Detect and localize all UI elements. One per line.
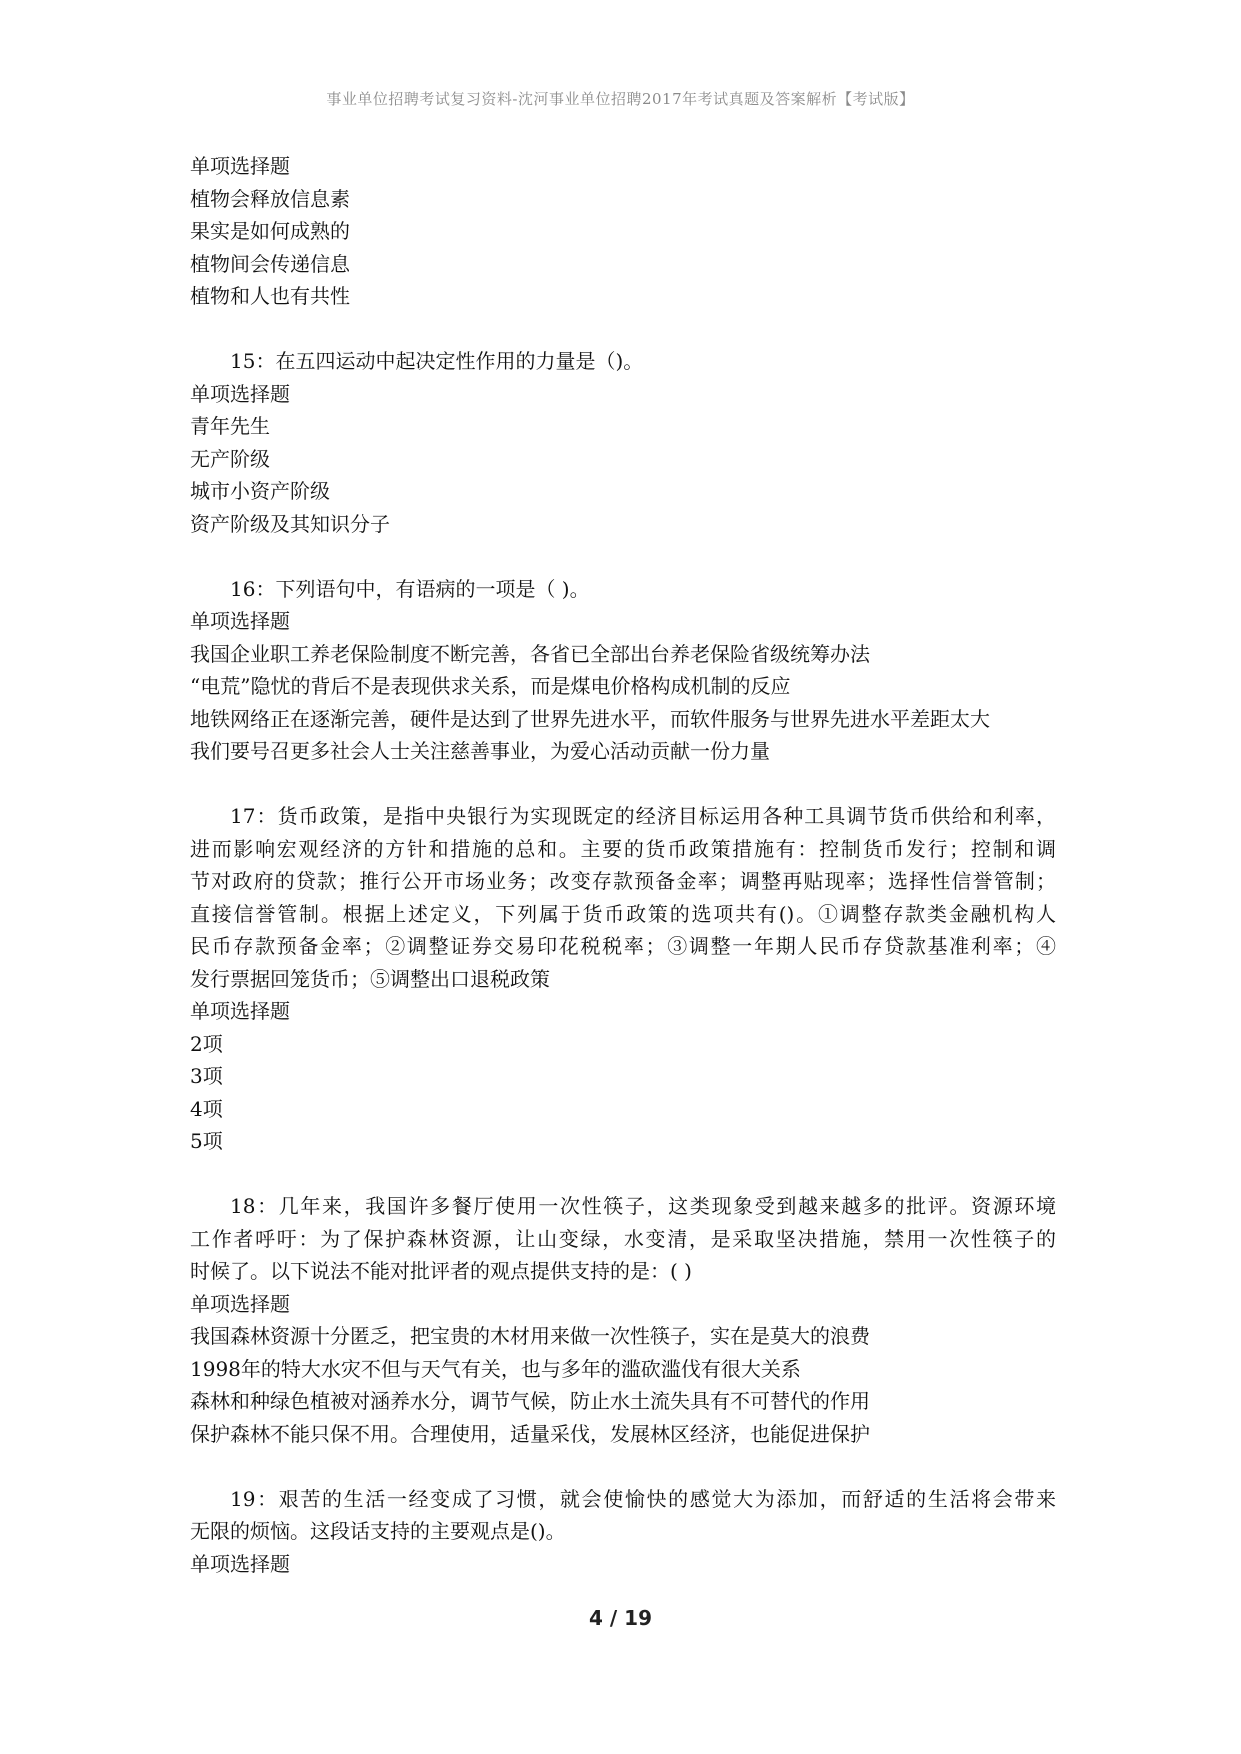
option: 城市小资产阶级: [190, 479, 330, 503]
option: 资产阶级及其知识分子: [190, 511, 390, 536]
question-stem-line: 民币存款预备金率；②调整证券交易印花税税率；③调整一年期人民币存贷款基准利率；④: [190, 934, 1056, 958]
option: 果实是如何成熟的: [190, 219, 350, 243]
option: 我国森林资源十分匿乏，把宝贵的木材用来做一次性筷子，实在是莫大的浪费: [190, 1324, 870, 1348]
question-type: 单项选择题: [190, 154, 290, 178]
question-stem-line: 17：货币政策，是指中央银行为实现既定的经济目标运用各种工具调节货币供给和利率，: [230, 804, 1056, 828]
option: 4项: [190, 1096, 223, 1121]
question-type: 单项选择题: [190, 999, 290, 1023]
question-stem-line: 19：艰苦的生活一经变成了习惯，就会使愉快的感觉大为添加，而舒适的生活将会带来: [230, 1486, 1056, 1511]
question-stem-line: 工作者呼吁：为了保护森林资源，让山变绿，水变清，是采取坚决措施，禁用一次性筷子的: [190, 1226, 1056, 1251]
option: 我国企业职工养老保险制度不断完善，各省已全部出台养老保险省级统筹办法: [190, 641, 870, 666]
question-type: 单项选择题: [190, 381, 290, 406]
question-stem-line: 时候了。以下说法不能对批评者的观点提供支持的是：( ): [190, 1259, 692, 1283]
question-stem: 16：下列语句中，有语病的一项是（ )。: [230, 576, 590, 601]
question-stem: 15：在五四运动中起决定性作用的力量是（)。: [230, 349, 644, 373]
option: 我们要号召更多社会人士关注慈善事业，为爱心活动贡献一份力量: [190, 739, 770, 763]
option: 无产阶级: [190, 446, 270, 471]
question-stem-line: 无限的烦恼。这段话支持的主要观点是()。: [190, 1519, 566, 1543]
question-type: 单项选择题: [190, 609, 290, 633]
option: 植物和人也有共性: [190, 284, 350, 308]
question-stem-line: 进而影响宏观经济的方针和措施的总和。主要的货币政策措施有：控制货币发行；控制和调: [190, 836, 1056, 861]
page-header: 事业单位招聘考试复习资料-沈河事业单位招聘2017年考试真题及答案解析【考试版】: [326, 90, 915, 108]
option: 1998年的特大水灾不但与天气有关，也与多年的滥砍滥伐有很大关系: [190, 1356, 801, 1381]
option: 5项: [190, 1129, 223, 1153]
option: 森林和种绿色植被对涵养水分，调节气候，防止水土流失具有不可替代的作用: [190, 1389, 870, 1413]
question-stem-line: 节对政府的贷款；推行公开市场业务；改变存款预备金率；调整再贴现率；选择性信誉管制；: [190, 869, 1056, 893]
option: 植物会释放信息素: [190, 186, 350, 211]
option: 青年先生: [190, 414, 270, 438]
question-stem-line: 发行票据回笼货币；⑤调整出口退税政策: [190, 966, 550, 991]
option: 地铁网络正在逐渐完善，硬件是达到了世界先进水平，而软件服务与世界先进水平差距太大: [190, 706, 990, 731]
question-stem-line: 18：几年来，我国许多餐厅使用一次性筷子，这类现象受到越来越多的批评。资源环境: [230, 1194, 1056, 1218]
question-stem-line: 直接信誉管制。根据上述定义，下列属于货币政策的选项共有()。①调整存款类金融机构人: [190, 901, 1056, 926]
option: 植物间会传递信息: [190, 251, 350, 276]
option: 3项: [190, 1064, 223, 1088]
question-type: 单项选择题: [190, 1291, 290, 1316]
page-number: 4 / 19: [589, 1606, 652, 1630]
option: “电荒”隐忧的背后不是表现供求关系，而是煤电价格构成机制的反应: [190, 674, 791, 698]
question-type: 单项选择题: [190, 1551, 290, 1576]
option: 保护森林不能只保不用。合理使用，适量采伐，发展林区经济，也能促进保护: [190, 1421, 870, 1446]
option: 2项: [190, 1031, 223, 1056]
document-body: [190, 150, 1056, 1580]
